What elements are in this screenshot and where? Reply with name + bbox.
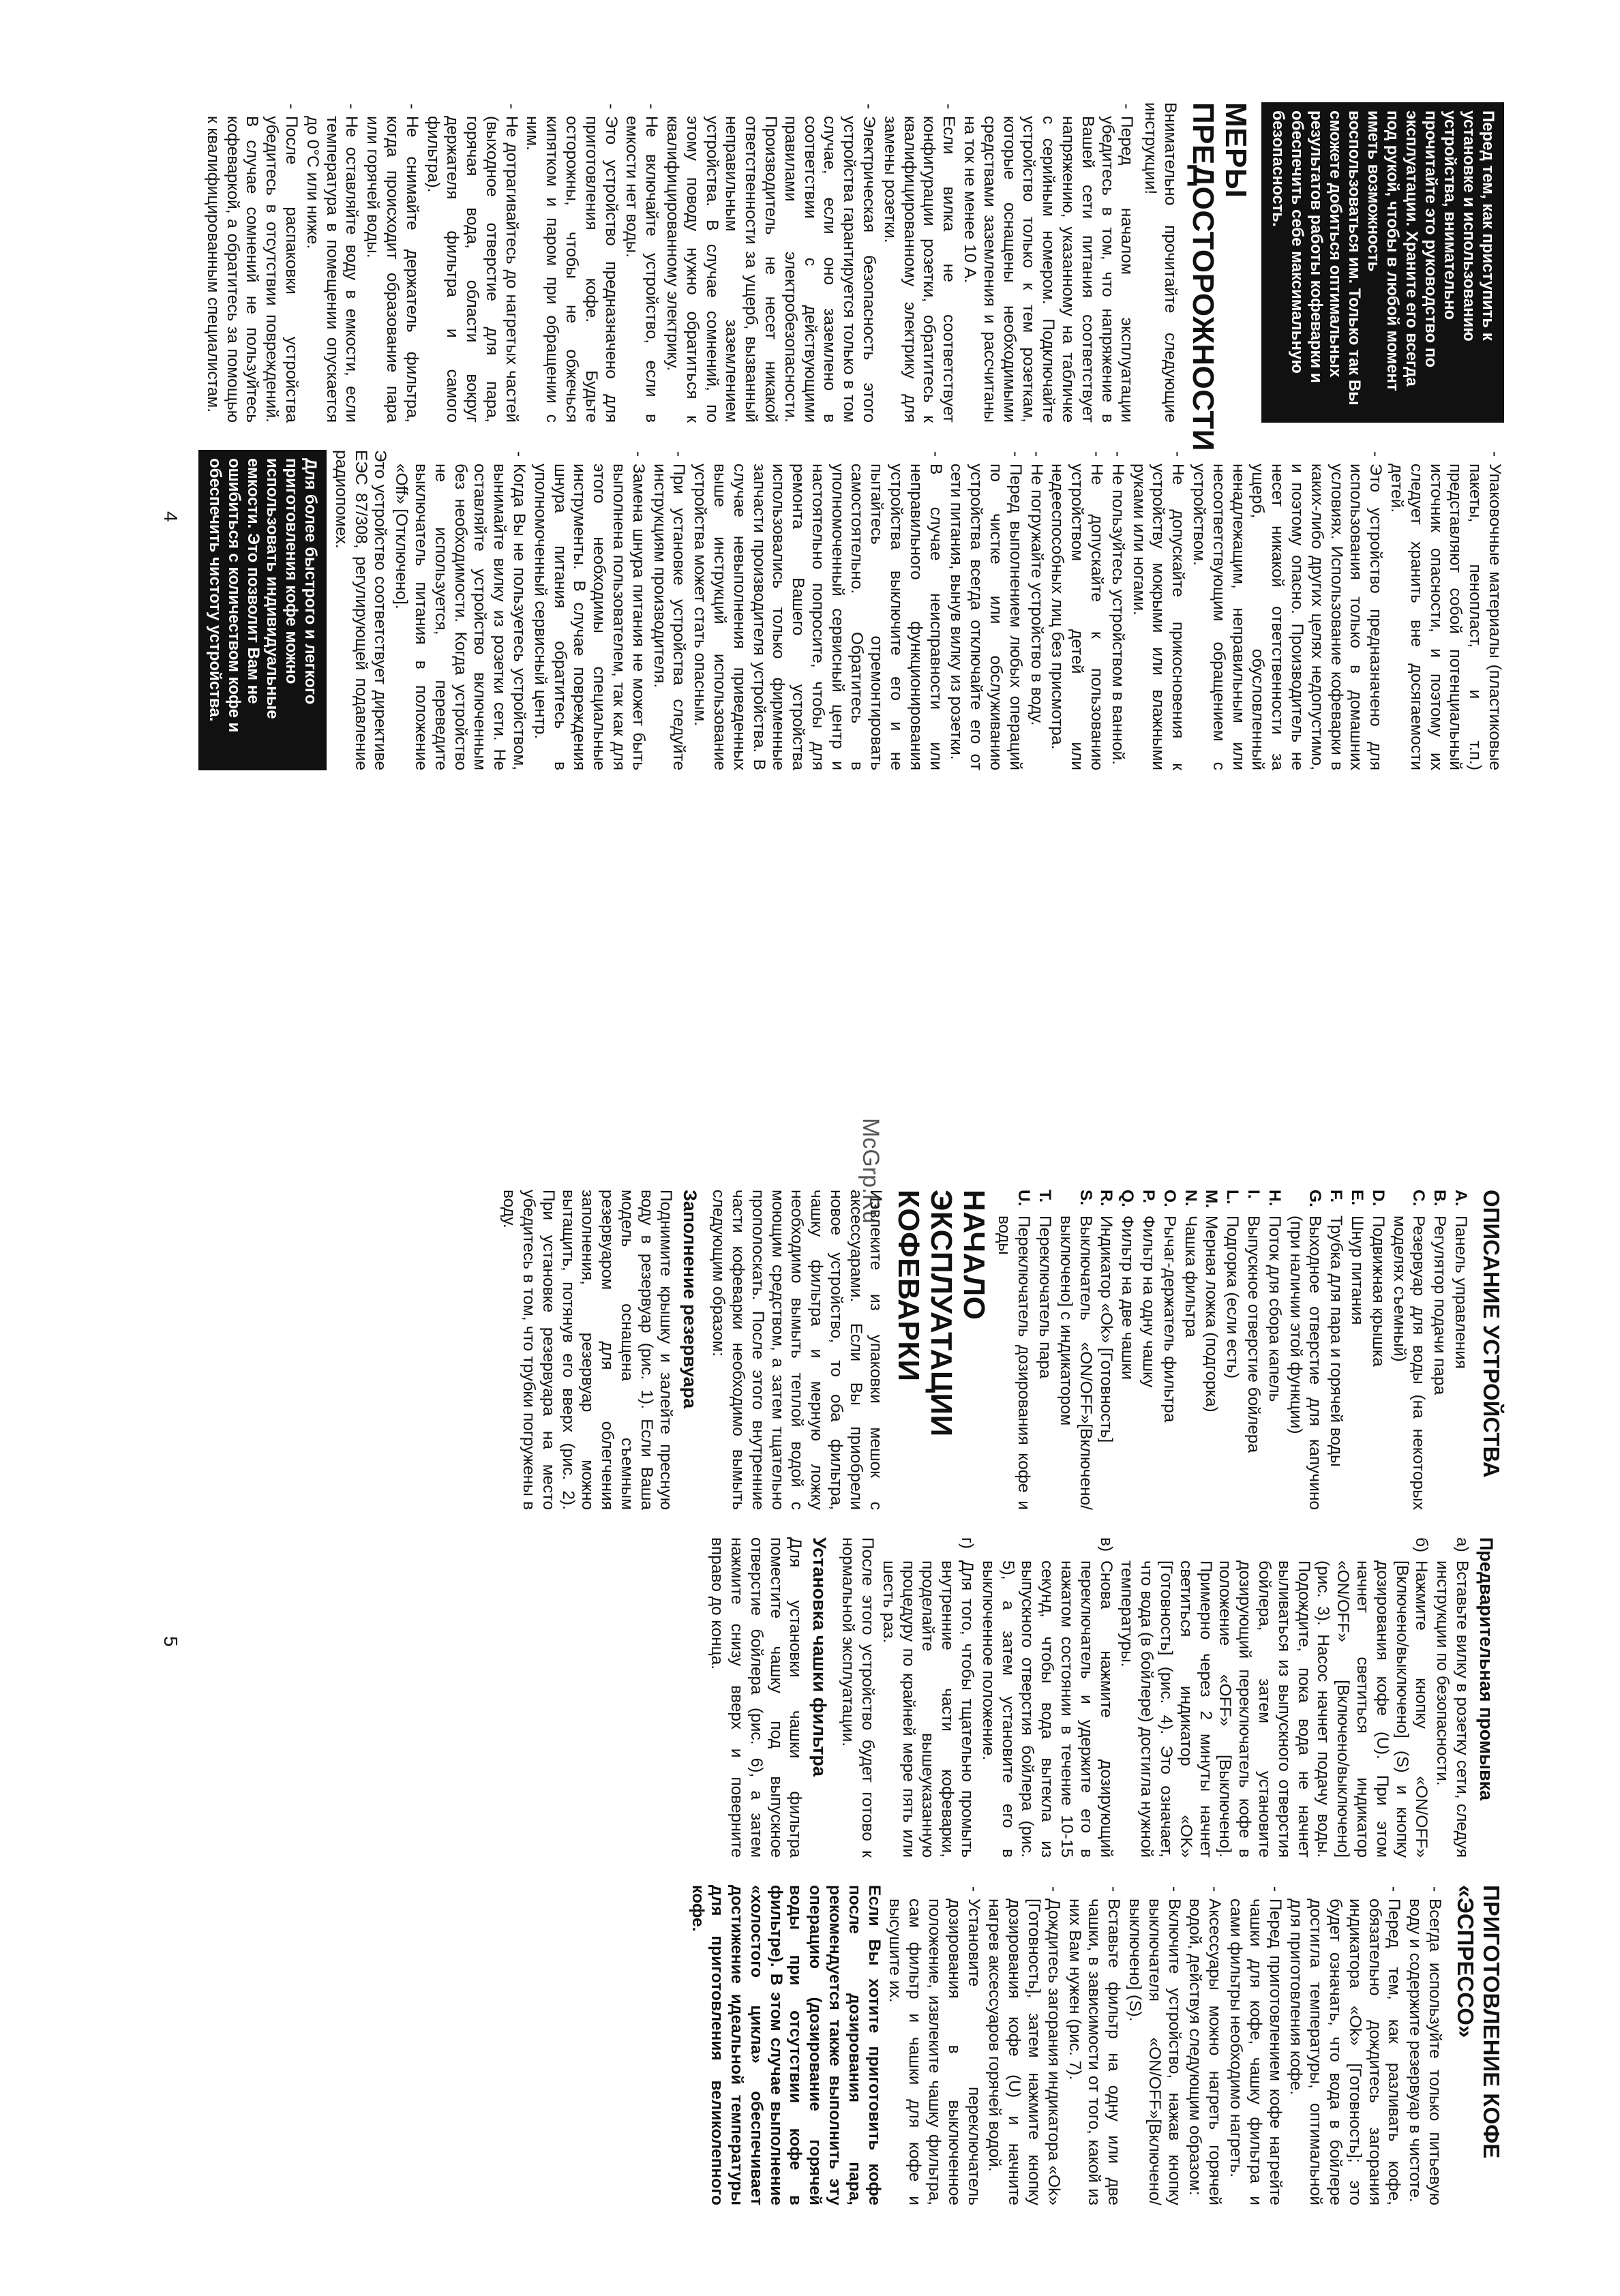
legend-item: N. Чашка фильтра bbox=[1181, 1190, 1200, 1338]
page4-column-1 bbox=[201, 102, 1504, 451]
capsule-tip-box: Для более быстрого и легкого приготовления кофе можно использовать индивидуальные емкости. Это позволит Вам не ошибиться с количеством кофе и обеспечить чистоту устройства. bbox=[198, 450, 327, 770]
list-item: - Перед началом эксплуатации убедитесь в том, что напряжение в Вашей сети питания соответствует напряжению, указанному на табличке с серийным номером. Подключайте устройство только к тем розеткам, которые оснащены необходимыми средствами заземления и рассчитаны на ток не менее 10 А. bbox=[959, 102, 1136, 423]
list-item: - Не допускайте прикосновения к устройству мокрыми или влажными руками или ногами. bbox=[1128, 450, 1187, 770]
list-item: - Не дотрагивайтесь до нагретых частей (выходное отверстие для пара, горячая вода, области вокруг держателя фильтра и самого фильтра). bbox=[423, 102, 521, 423]
step-item: б) Нажмите кнопку «ON/OFF» [Включено/выключено] (S) и кнопку дозирования кофе (U). При этом начнет светиться индикатор «ON/OFF» [Включено/выключено] (рис. 3). Насос начнет подачу воды. Подождите, пока вода не начнет выливаться из выпускного отверстия бойлера, затем установите дозирующий переключатель кофе в положение «OFF» [Выключено]. Примерно через 2 минуты начнет светиться индикатор «OK» [Готовность] (рис. 4). Это означает, что вода (в бойлере) достигла нужной температуры. bbox=[1118, 1537, 1431, 1858]
legend-item: R. Индикатор «Ok» [Готовность] bbox=[1097, 1190, 1116, 1443]
list-item: - Вставьте фильтр на одну или две чашки, в зависимости от того, какой из них Вам нужен (рис. 7). bbox=[1064, 1885, 1123, 2205]
rinse-steps bbox=[878, 1537, 1471, 1858]
legend-item: O. Рычаг-держатель фильтра bbox=[1160, 1190, 1179, 1423]
intro-box: Перед тем, как приступить к установке и использованию устройства, внимательно прочитайте это руководство по эксплуатации. Храните его всегда под рукой, чтобы в любой момент иметь возможность воспользоваться им. Только так Вы сможете добиться оптимальных результатов работы кофеварки и обеспечить себе максимальную безопасность. bbox=[1261, 102, 1504, 423]
list-item: - Электрическая безопасность этого устройства гарантируется только в том случае, если оно заземлено в соответствии с действующими правилами электробезопасности. Производитель не несет никакой ответственности за ущерб, вызванный неправильным заземлением устройства. В случае сомнений, по этому поводу нужно обратиться к квалифицированному электрику. bbox=[662, 102, 878, 423]
rinse-title: Предварительная промывка bbox=[1476, 1537, 1497, 1801]
description-title: ОПИСАНИЕ УСТРОЙСТВА bbox=[1479, 1190, 1504, 1478]
watermark: McGrp.Ru bbox=[858, 1118, 884, 1224]
start-text: Извлеките из упаковки мешок с аксессуарами. Если Вы приобрели новое устройство, то оба фильтра, чашку фильтра и мерную ложку необходимо вымыть теплой водой с моющим средством, а затем тщательно прополоскать. После этого внутренние части кофеварки необходимо вымыть следующим образом: bbox=[709, 1190, 885, 1510]
legend-item: F. Трубка для пара и горячей воды bbox=[1327, 1190, 1346, 1467]
list-item: - В случае неисправности или неправильного функционирования устройства выключите его и не пытайтесь отремонтировать самостоятельно. Обратитесь в уполномоченный сервисный центр и настоятельно попросите, чтобы для ремонта Вашего устройства использовались только фирменные запчасти производителя устройства. В случае невыполнения приведенных выше инструкций использование устройства может стать опасным. bbox=[689, 450, 944, 770]
legend-item: U. Переключатель дозирования кофе и воды bbox=[995, 1190, 1034, 1510]
legend-item: D. Подвижная крышка bbox=[1368, 1190, 1388, 1367]
list-item: - Если вилка не соответствует конфигурации розетки, обратитесь к квалифицированному электрику для замены розетки. bbox=[880, 102, 958, 423]
page-4 bbox=[100, 102, 1504, 1118]
legend-item: E. Шнур питания bbox=[1348, 1190, 1367, 1325]
rinse-after: После этого устройство будет готово к нормальной эксплуатации. bbox=[839, 1537, 877, 1858]
list-item: - Всегда используйте только питьевую воду и содержите резервуар в чистоте. bbox=[1405, 1885, 1444, 2205]
page5-column-3 bbox=[683, 1885, 1504, 2205]
list-item: - После распаковки устройства убедитесь в отсутствии повреждений. В случае сомнений не пользуйтесь кофеваркой, а обратитесь за помощью к квалифицированным специалистам. bbox=[202, 102, 301, 423]
list-item: - Не пользуйтесь устройством в ванной. bbox=[1107, 450, 1127, 770]
legend-item: B. Регулятор подачи пара bbox=[1430, 1190, 1450, 1395]
list-item: - Это устройство предназначено для приготовления кофе. Будьте осторожны, чтобы не обжечься кипятком и паром при обращении с ним. bbox=[522, 102, 620, 423]
legend-item: L. Подгорка (если есть) bbox=[1223, 1190, 1242, 1379]
page-number-4: 4 bbox=[160, 511, 181, 522]
precautions-title: МЕРЫ ПРЕДОСТОРОЖНОСТИ bbox=[1186, 102, 1252, 451]
espresso-title: ПРИГОТОВЛЕНИЕ КОФЕ «ЭСПРЕССО» bbox=[1453, 1885, 1504, 2159]
precautions-intro: Внимательно прочитайте следующие инструкции! bbox=[1141, 102, 1180, 423]
legend-item: S. Выключатель «ON/OFF»[Включено/выключено] с индикатором bbox=[1056, 1190, 1095, 1510]
page5-column-2 bbox=[703, 1537, 1504, 1858]
legend-item: A. Панель управления bbox=[1452, 1190, 1470, 1370]
parts-legend bbox=[994, 1190, 1470, 1510]
precautions-list-2 bbox=[391, 450, 1504, 770]
list-item: - Перед приготовлением кофе нагрейте чашки для кофе, чашку фильтра и сами фильтры необходимо нагреть. bbox=[1225, 1885, 1284, 2205]
legend-item: H. Поток для сбора капель bbox=[1265, 1190, 1284, 1402]
list-item: - Не допускайте к пользованию устройством детей или недееспособных лиц без присмотра. bbox=[1047, 450, 1106, 770]
legend-item: T. Переключатель пара bbox=[1036, 1190, 1055, 1379]
legend-item: G. Выходное отверстие для капучино (при наличии этой функции) bbox=[1286, 1190, 1325, 1510]
list-item: - Замена шнура питания не может быть выполнена пользователем, так как для этого необходимы специальные инструменты. В случае повреждения шнура питания обратитесь в уполномоченный сервисный центр. bbox=[530, 450, 648, 770]
cup-text: Для установки чашки фильтра поместите чашку под выпускное отверстие бойлера (рис. 6), а затем нажмите снизу вверх и поверните вправо до конца. bbox=[708, 1537, 805, 1858]
list-item: - Перед тем, как разливать кофе, обязательно дождитесь загорания индикатора «Ok» [Готовность]; это будет означать, что вода в бойлере достигла температуры, оптимальной для приготовления кофе. bbox=[1286, 1885, 1404, 2205]
espresso-note: Если Вы хотите приготовить кофе после дозирования пара, рекомендуется также выполнить эту операцию (дозирование горячей воды при отсутствии кофе в фильтре). В этом случае выполнение «холостого цикла» обеспечивает достижение идеальной температуры для приготовления великолепного кофе. bbox=[688, 1885, 884, 2205]
fill-text: Поднимите крышку и залейте пресную воду в резервуар (рис. 1). Если Ваша модель оснащена съемным резервуаром для облегчения заполнения, резервуар можно вытащить, потянув его вверх (рис. 2). При установке резервуара на место убедитесь в том, что трубки погружены в воду. bbox=[500, 1190, 676, 1510]
legend-item: Q. Фильтр на две чашки bbox=[1118, 1190, 1137, 1380]
list-item: - При установке устройства следуйте инструкциям производителя. bbox=[649, 450, 689, 770]
list-item: - Это устройство предназначено для использования только в домашних условиях. Использование кофеварки в каких-либо других целях недопустимо, и поэтому опасно. Производитель не несет никакой ответственности за ущерб, обусловленный ненадлежащим, неправильным или несоответствующим обращением с устройством. bbox=[1188, 450, 1385, 770]
step-item: г) Для того, чтобы тщательно промыть внутренние части кофеварки, проделайте вышеуказанную процедуру по крайней мере пять или шесть раз. bbox=[879, 1537, 977, 1858]
list-item: - Перед выполнением любых операций по чистке или обслуживанию устройства всегда отключайте его от сети питания, вынув вилку из розетки. bbox=[946, 450, 1025, 770]
legend-item: I. Выпускное отверстие бойлера bbox=[1244, 1190, 1263, 1453]
list-item: - Не включайте устройство, если в емкости нет воды. bbox=[622, 102, 661, 423]
list-item: - Не снимайте держатель фильтра, когда происходит образование пара или горячей воды. bbox=[362, 102, 421, 423]
list-item: - Дождитесь загорания индикатора «Ok» [Готовность], затем нажмите кнопку дозирования кофе (U) и начните нагрев аксессуаров горячей водой. bbox=[985, 1885, 1063, 2205]
list-item: - Не погружайте устройство в воду. bbox=[1026, 450, 1046, 770]
step-item: в) Снова нажмите дозирующий переключатель и удержите его в нажатом состоянии в течение 10-15 секунд, чтобы вода вытекла из выпускного отверстия бойлера (рис. 5), а затем установите его в выключенное положение. bbox=[978, 1537, 1115, 1858]
list-item: - Установите переключатель дозирования в выключенное положение, извлеките чашку фильтра, сам фильтр и чашки для кофе и высушите их. bbox=[885, 1885, 983, 2205]
page5-column-1 bbox=[494, 1190, 1504, 1510]
fill-title: Заполнение резервуара bbox=[680, 1190, 701, 1409]
page-number-5: 5 bbox=[160, 1636, 181, 1647]
list-item: - Когда Вы не пользуетесь устройством, вынимайте вилку из розетки сети. Не оставляйте устройство включенным без необходимости. Когда устройство не используется, переведите выключатель питания в положение «Off» [Отключено]. bbox=[391, 450, 528, 770]
legend-item: C. Резервуар для воды (на некоторых моделях съемный) bbox=[1390, 1190, 1428, 1510]
precautions-list-1 bbox=[202, 102, 1136, 423]
espresso-list bbox=[885, 1885, 1444, 2205]
legend-item: P. Фильтр на одну чашку bbox=[1139, 1190, 1158, 1388]
page-5 bbox=[100, 1190, 1504, 2205]
step-item: а) Вставьте вилку в розетку сети, следуя инструкции по безопасности. bbox=[1433, 1537, 1471, 1858]
directive-note: Это устройство соответствует директиве ЕЭС 87/308, регулирующей подавление радиопомех. bbox=[331, 450, 390, 770]
list-item: - Упаковочные материалы (пластиковые пакеты, пенопласт, и т.п.) представляют собой потенциальный источник опасности, и поэтому их следует хранить вне досягаемости детей. bbox=[1386, 450, 1504, 770]
legend-item: M. Мерная ложка (подгорка) bbox=[1202, 1190, 1221, 1413]
list-item: - Аксессуары можно нагреть горячей водой, действуя следующим образом: bbox=[1185, 1885, 1225, 2205]
start-title: НАЧАЛО ЭКСПЛУАТАЦИИ КОФЕВАРКИ bbox=[891, 1190, 991, 1437]
list-item: - Не оставляйте воду в емкости, если температура в помещении опускается до 0°С или ниже. bbox=[302, 102, 361, 423]
cup-title: Установка чашки фильтра bbox=[809, 1537, 830, 1777]
list-item: - Включите устройство, нажав кнопку выключателя «ON/OFF»[Включено/выключено] (S). bbox=[1124, 1885, 1183, 2205]
page4-column-2 bbox=[189, 450, 1504, 770]
